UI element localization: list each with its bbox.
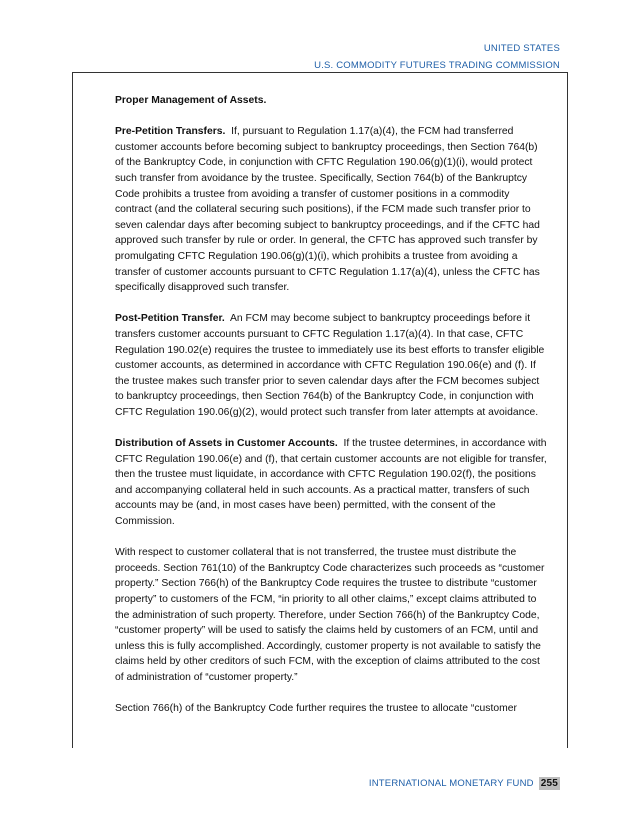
paragraph-section-766h xyxy=(115,701,548,717)
heading-post-petition: Post-Petition Transfer. xyxy=(115,313,225,325)
paragraph-customer-collateral xyxy=(115,545,548,685)
page-number: 255 xyxy=(540,777,558,789)
page-footer xyxy=(369,775,560,791)
paragraph-distribution xyxy=(115,436,548,530)
section-title: Proper Management of Assets. xyxy=(115,95,267,106)
page-header xyxy=(314,40,560,74)
text-box xyxy=(72,72,568,748)
text-distribution: If the trustee determines, in accordance with CFTC Regulation 190.06(e) and (f), that certain customer accounts are not eligible for transfer, then the trustee must liquidate, in accordance with CFTC Regulation 190.02(f), the positions and accompanying collateral held in such accounts. As a practical matter, transfers of such accounts may be (and, in most cases have been) permitted, with the consent of the Commission. xyxy=(115,438,547,528)
text-section-766h: Section 766(h) of the Bankruptcy Code further requires the trustee to allocate “customer xyxy=(115,703,517,715)
paragraph-pre-petition xyxy=(115,124,548,296)
section-title-paragraph xyxy=(115,93,548,109)
footer-publisher: INTERNATIONAL MONETARY FUND xyxy=(368,777,534,789)
heading-distribution: Distribution of Assets in Customer Accounts. xyxy=(115,438,338,450)
heading-pre-petition: Pre-Petition Transfers. xyxy=(115,126,226,138)
text-pre-petition: If, pursuant to Regulation 1.17(a)(4), the FCM had transferred customer accounts before becoming subject to bankruptcy proceedings, then Section 764(b) of the Bankruptcy Code, in conjunction with CFTC Regulation 190.06(g)(1)(i), would protect such transfer from avoidance by the trustee. Specifically, Section 764(b) of the Bankruptcy Code prohibits a trustee from avoiding a transfer of customer positions in a commodity contract (and the collateral securing such positions), if the FCM made such transfer prior to seven calendar days after becoming subject to bankruptcy proceedings, and if the CFTC had approved such transfer by rule or order. In general, the CFTC has approved such transfer by promulgating CFTC Regulation 190.06(g)(1)(i), which prohibits a trustee from avoiding a transfer of customer accounts pursuant to CFTC Regulation 1.17(a)(4), unless the CFTC has specifically disapproved such transfer. xyxy=(115,126,540,294)
box-content xyxy=(115,93,548,732)
text-customer-collateral: With respect to customer collateral that is not transferred, the trustee must distribute the proceeds. Section 761(10) of the Bankruptcy Code characterizes such proceeds as “customer property.” Section 766(h) of the Bankruptcy Code requires the trustee to distribute “customer property” to customers of the FCM, “in priority to all other claims,” except claims attributed to the administration of such property. Therefore, under Section 766(h) of the Bankruptcy Code, “customer property” will be used to satisfy the claims held by customers of an FCM, until and unless this is fully accomplished. Accordingly, customer property is not available to satisfy the claims held by other creditors of such FCM, with the exception of claims attributed to the cost of administration of “customer property.” xyxy=(115,547,545,683)
paragraph-post-petition xyxy=(115,311,548,420)
text-post-petition: An FCM may become subject to bankruptcy proceedings before it transfers customer accounts pursuant to CFTC Regulation 1.17(a)(4). In that case, CFTC Regulation 190.02(e) requires the trustee to immediately use its best efforts to transfer eligible customer accounts, as determined in accordance with CFTC Regulation 190.06(e) and (f). If the trustee makes such transfer prior to seven calendar days after the FCM becomes subject to bankruptcy proceedings, then Section 764(b) of the Bankruptcy Code, in conjunction with CFTC Regulation 190.06(g)(2), would protect such transfer from later attempts at avoidance. xyxy=(115,313,545,418)
header-agency: U.S. COMMODITY FUTURES TRADING COMMISSION xyxy=(314,60,560,71)
header-country: UNITED STATES xyxy=(483,43,560,54)
